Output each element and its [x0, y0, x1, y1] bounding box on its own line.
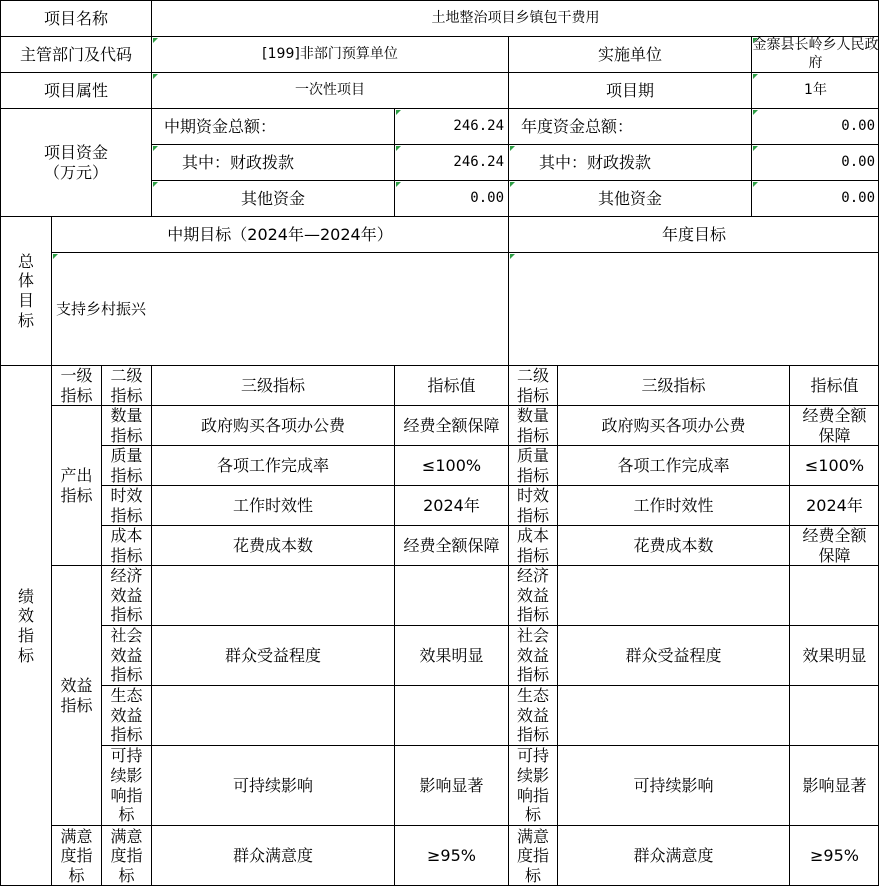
- row-value: [394, 565, 508, 625]
- year-fiscal-value: 0.00: [751, 144, 879, 180]
- period-label: 项目期: [508, 72, 751, 108]
- attribute-label: 项目属性: [0, 72, 151, 108]
- project-name-label: 项目名称: [0, 0, 151, 36]
- row-level3: 各项工作完成率: [151, 445, 394, 485]
- header-year-value: 指标值: [789, 365, 879, 405]
- row-value: ≥95%: [394, 825, 508, 886]
- row-level3: 工作时效性: [151, 485, 394, 525]
- row-level2: 数量指标: [101, 405, 151, 445]
- row-year-value: 影响显著: [789, 745, 879, 825]
- project-name-value: 土地整治项目乡镇包干费用: [151, 0, 879, 36]
- row-year-level3: [557, 565, 789, 625]
- row-year-value: 经费全额保障: [789, 405, 879, 445]
- performance-label: 绩效指标: [0, 365, 51, 886]
- row-level3: 可持续影响: [151, 745, 394, 825]
- department-value: [199]非部门预算单位: [151, 36, 508, 72]
- row-year-level3: 花费成本数: [557, 525, 789, 565]
- year-total-value: 0.00: [751, 108, 879, 144]
- row-level2: 时效指标: [101, 485, 151, 525]
- row-year-value: ≤100%: [789, 445, 879, 485]
- row-level2: 经济效益指标: [101, 565, 151, 625]
- year-goal-header: 年度目标: [508, 216, 879, 252]
- satisfaction-indicator-label: 满意度指标: [51, 825, 101, 886]
- row-year-level2: 成本指标: [508, 525, 557, 565]
- period-value: 1年: [751, 72, 879, 108]
- year-total-label: 年度资金总额：: [508, 108, 751, 144]
- row-year-level2: 经济效益指标: [508, 565, 557, 625]
- row-value: 经费全额保障: [394, 405, 508, 445]
- row-value: 影响显著: [394, 745, 508, 825]
- row-year-level2: 时效指标: [508, 485, 557, 525]
- row-value: 2024年: [394, 485, 508, 525]
- implementing-unit-value: 金寨县长岭乡人民政府: [752, 37, 879, 71]
- row-year-level3: 可持续影响: [557, 745, 789, 825]
- department-label: 主管部门及代码: [0, 36, 151, 72]
- implementing-unit-label: 实施单位: [508, 36, 751, 72]
- row-year-level3: [557, 685, 789, 745]
- mid-goal-header: 中期目标（2024年—2024年）: [51, 216, 508, 252]
- row-level2: 生态效益指标: [101, 685, 151, 745]
- header-level2: 二级指标: [101, 365, 151, 405]
- header-value: 指标值: [394, 365, 508, 405]
- mid-total-label: 中期资金总额：: [151, 108, 394, 144]
- row-year-value: 效果明显: [789, 625, 879, 685]
- row-year-level2: 社会效益指标: [508, 625, 557, 685]
- row-level3: 政府购买各项办公费: [151, 405, 394, 445]
- row-level2: 可持续影响指标: [101, 745, 151, 825]
- year-other-value: 0.00: [751, 180, 879, 216]
- mid-total-value: 246.24: [394, 108, 508, 144]
- header-level1: 一级指标: [51, 365, 101, 405]
- row-value: [394, 685, 508, 745]
- year-fiscal-label: 其中：财政拨款: [508, 144, 751, 180]
- mid-fiscal-value: 246.24: [394, 144, 508, 180]
- attribute-value: 一次性项目: [151, 72, 508, 108]
- row-year-level3: 群众满意度: [557, 825, 789, 886]
- row-level3: 花费成本数: [151, 525, 394, 565]
- row-year-value: 经费全额保障: [789, 525, 879, 565]
- benefit-indicator-label: 效益指标: [51, 565, 101, 825]
- row-value: 经费全额保障: [394, 525, 508, 565]
- row-year-level2: 数量指标: [508, 405, 557, 445]
- row-level3: 群众满意度: [151, 825, 394, 886]
- row-year-level3: 群众受益程度: [557, 625, 789, 685]
- mid-other-label: 其他资金: [151, 180, 394, 216]
- row-year-value: 2024年: [789, 485, 879, 525]
- header-year-level2: 二级指标: [508, 365, 557, 405]
- row-year-level2: 生态效益指标: [508, 685, 557, 745]
- row-level2: 质量指标: [101, 445, 151, 485]
- row-year-level2: 满意度指标: [508, 825, 557, 886]
- row-value: ≤100%: [394, 445, 508, 485]
- mid-other-value: 0.00: [394, 180, 508, 216]
- row-level3: [151, 685, 394, 745]
- row-level3: 群众受益程度: [151, 625, 394, 685]
- row-level2: 满意度指标: [101, 825, 151, 886]
- row-level2: 成本指标: [101, 525, 151, 565]
- mid-goal-text: 支持乡村振兴: [51, 252, 508, 365]
- row-value: 效果明显: [394, 625, 508, 685]
- mid-fiscal-label: 其中：财政拨款: [151, 144, 394, 180]
- year-goal-text: [508, 252, 879, 365]
- year-other-label: 其他资金: [508, 180, 751, 216]
- header-level3: 三级指标: [151, 365, 394, 405]
- row-year-value: [789, 565, 879, 625]
- row-level3: [151, 565, 394, 625]
- row-year-level3: 各项工作完成率: [557, 445, 789, 485]
- row-level2: 社会效益指标: [101, 625, 151, 685]
- output-indicator-label: 产出指标: [51, 405, 101, 565]
- row-year-value: [789, 685, 879, 745]
- funds-label: 项目资金（万元）: [0, 108, 151, 216]
- row-year-level3: 工作时效性: [557, 485, 789, 525]
- row-year-level2: 质量指标: [508, 445, 557, 485]
- overall-goal-label: 总体目标: [0, 216, 51, 365]
- row-year-value: ≥95%: [789, 825, 879, 886]
- row-year-level2: 可持续影响指标: [508, 745, 557, 825]
- header-year-level3: 三级指标: [557, 365, 789, 405]
- row-year-level3: 政府购买各项办公费: [557, 405, 789, 445]
